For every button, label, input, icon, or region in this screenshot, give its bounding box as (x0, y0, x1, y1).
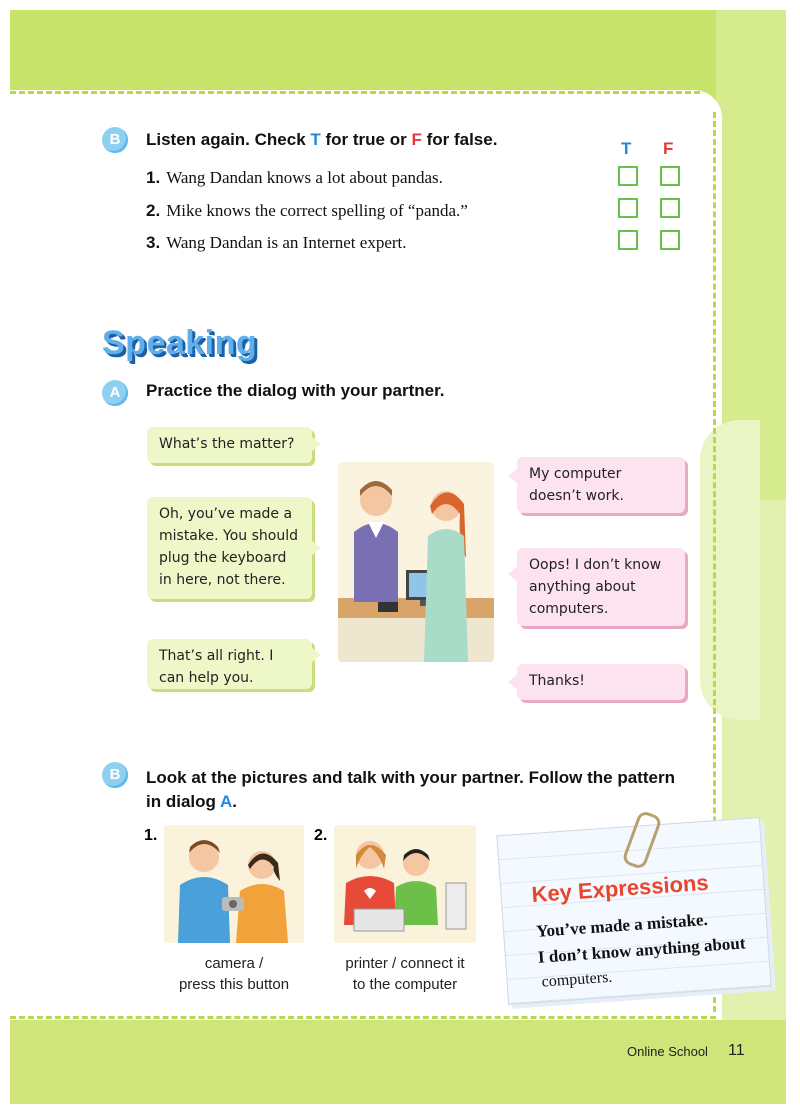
false-checkbox-1[interactable] (660, 166, 680, 186)
caption-line: to the computer (352, 976, 458, 993)
true-checkbox-3[interactable] (618, 230, 638, 250)
picture-number: 1. (144, 827, 158, 844)
instruction-part: Listen again. Check (146, 130, 311, 149)
pattern-instruction-ref: A (219, 792, 233, 811)
illustration-two-people-computer (338, 462, 494, 662)
decorative-blob (700, 420, 760, 720)
true-checkbox-2[interactable] (618, 198, 638, 218)
footer-unit-title: Online School (627, 1044, 708, 1059)
column-true-header: T (621, 139, 632, 158)
picture-caption (164, 953, 304, 995)
false-checkbox-3[interactable] (660, 230, 680, 250)
bubble-tail (311, 647, 321, 663)
statement-number: 1. (146, 168, 161, 187)
pattern-instruction-prefix: in dialog (146, 792, 220, 811)
page-frame-bottom (10, 1020, 786, 1104)
dialog-illustration (338, 462, 494, 662)
pattern-instruction (146, 766, 675, 814)
statement-text: Wang Dandan is an Internet expert. (166, 233, 407, 252)
page-number: 11 (728, 1042, 745, 1059)
page-frame-top (10, 10, 786, 100)
instruction-f: F (411, 130, 422, 149)
false-checkbox-2[interactable] (660, 198, 680, 218)
bubble-tail (311, 540, 321, 556)
dialog-bubble-left: What’s the matter? (147, 427, 312, 463)
stitch-border-bottom (10, 1016, 716, 1019)
dialog-bubble-right: Oops! I don’t know anything about computers. (517, 548, 685, 626)
listening-instruction (146, 130, 497, 150)
illustration-printer-people (334, 825, 476, 943)
statement-text: Mike knows the correct spelling of “panda.” (166, 201, 468, 220)
dialog-bubble-left: That’s all right. I can help you. (147, 639, 312, 689)
picture-number: 2. (314, 827, 328, 844)
section-marker-b: B (102, 127, 128, 153)
dialog-instruction: Practice the dialog with your partner. (146, 381, 445, 400)
dialog-bubble-right: My computer doesn’t work. (517, 457, 685, 513)
picture-caption (330, 953, 480, 995)
pattern-instruction-line2 (146, 790, 675, 814)
instruction-t: T (310, 130, 321, 149)
illustration-camera-people (164, 825, 304, 943)
statement-number: 3. (146, 233, 161, 252)
column-false-header: F (663, 139, 674, 158)
pattern-instruction-suffix: . (232, 792, 237, 811)
caption-line: printer / connect it (345, 955, 465, 972)
instruction-part: for true or (320, 130, 412, 149)
dialog-bubble-right: Thanks! (517, 664, 685, 700)
bubble-tail (311, 436, 321, 452)
pattern-instruction-line1: Look at the pictures and talk with your partner. Follow the pattern (146, 768, 675, 787)
statement-number: 2. (146, 201, 161, 220)
statement-item (146, 233, 407, 253)
true-checkbox-1[interactable] (618, 166, 638, 186)
section-title-speaking: Speaking (102, 324, 258, 362)
key-expression-line: computers. (541, 968, 613, 991)
stitch-border-top (10, 91, 700, 94)
key-expression-line: You’ve made a mistake. (535, 909, 709, 941)
instruction-part: for false. (421, 130, 498, 149)
picture-printer (334, 825, 476, 943)
dialog-bubble-left: Oh, you’ve made a mistake. You should plug the keyboard in here, not there. (147, 497, 312, 599)
caption-line: camera / (204, 955, 264, 972)
statement-item (146, 201, 468, 221)
picture-camera (164, 825, 304, 943)
key-expression-line: I don’t know anything about (537, 933, 747, 967)
statement-item (146, 168, 443, 188)
statement-text: Wang Dandan knows a lot about pandas. (166, 168, 443, 187)
section-marker-b2: B (102, 762, 128, 788)
key-expressions-title: Key Expressions (530, 869, 710, 908)
section-marker-a: A (102, 380, 128, 406)
caption-line: press this button (178, 976, 290, 993)
